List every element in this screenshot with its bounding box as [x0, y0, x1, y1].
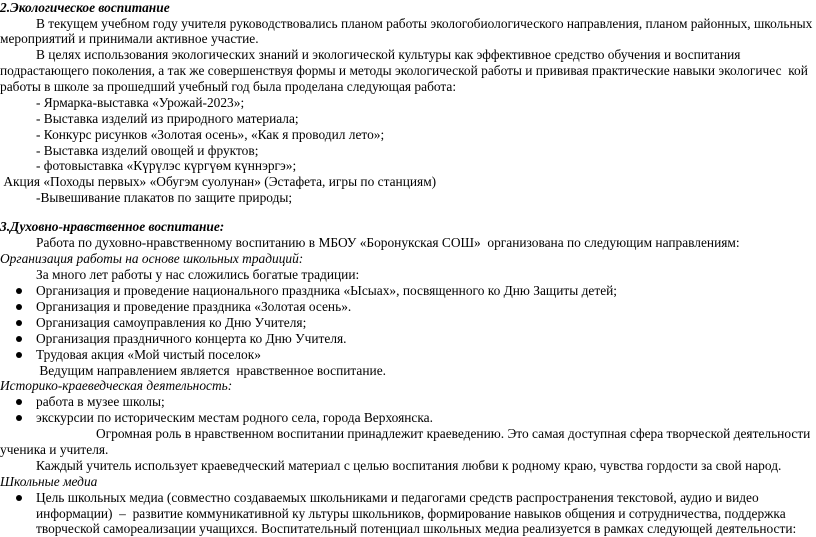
paragraph-line: работы в школе за прошедший учебный год была проделана следующая работа: — [0, 79, 457, 94]
bullet-icon — [16, 336, 22, 342]
subheading: Организация работы на основе школьных традиций: — [0, 251, 304, 266]
bullet-icon — [16, 320, 22, 326]
list-item: работа в музее школы; — [36, 394, 165, 409]
bullet-icon — [16, 352, 22, 358]
bullet-icon — [16, 288, 22, 294]
list-item: - Выставка изделий овощей и фруктов; — [36, 143, 259, 158]
subheading: Школьные медиа — [0, 474, 98, 489]
paragraph-line: информации) – развитие коммуникативной ку льтуры школьников, формирование навыков общения и сотрудничества, поддержка — [36, 506, 786, 521]
list-item: -Вывешивание плакатов по защите природы; — [36, 190, 293, 205]
list-item: - Выставка изделий из природного материала; — [36, 111, 299, 126]
paragraph-line: подрастающего поколения, а так же совершенствуя формы и методы экологической работы и прививая практические навыки экологичес кой — [0, 63, 808, 78]
list-item: Организация и проведение национального праздника «Ысыах», посвященного ко Дню Защиты детей; — [36, 283, 618, 298]
section-heading: 2.Экологическое воспитание — [0, 0, 170, 15]
section-heading: 3.Духовно-нравственное воспитание: — [0, 219, 225, 234]
list-item: Организация самоуправления ко Дню Учителя; — [36, 315, 307, 330]
list-item: Акция «Походы первых» «Обугэм суолунан» (Эстафета, игры по станциям) — [0, 174, 437, 189]
paragraph-line: мероприятий и принимали активное участие. — [0, 31, 259, 46]
bullet-icon — [16, 495, 22, 501]
paragraph-line: За много лет работы у нас сложились богатые традиции: — [36, 267, 360, 282]
bullet-icon — [16, 415, 22, 421]
paragraph-line: Каждый учитель использует краеведческий материал с целью воспитания любви к родному краю, чувства гордости за свой народ. — [36, 458, 782, 473]
list-item: - фотовыставка «Күрүлэс күргүөм күннэргэ»; — [36, 158, 297, 173]
paragraph-line: В целях использования экологических знаний и экологической культуры как эффективное средство обучения и воспитания — [36, 47, 741, 62]
paragraph-line: Огромная роль в нравственном воспитании принадлежит краеведению. Это самая доступная сфера творческой деятельности — [96, 426, 811, 441]
list-item: экскурсии по историческим местам родного села, города Верхоянска. — [36, 410, 433, 425]
subheading: Историко-краеведческая деятельность: — [0, 378, 233, 393]
paragraph-line: Работа по духовно-нравственному воспитанию в МБОУ «Боронукская СОШ» организована по следующим направлениям: — [36, 235, 740, 250]
paragraph-line: Ведущим направлением является нравственное воспитание. — [36, 363, 386, 378]
paragraph-line: творческой самореализации учащихся. Воспитательный потенциал школьных медиа реализуется в рамках следующей деятельности: — [36, 521, 797, 536]
list-item: - Ярмарка-выставка «Урожай-2023»; — [36, 95, 245, 110]
list-item: Организация и проведение праздника «Золотая осень». — [36, 299, 352, 314]
list-item: - Конкурс рисунков «Золотая осень», «Как я проводил лето»; — [36, 127, 385, 142]
list-item: Трудовая акция «Мой чистый поселок» — [36, 347, 261, 362]
paragraph-line: ученика и учителя. — [0, 442, 109, 457]
bullet-icon — [16, 304, 22, 310]
bullet-icon — [16, 399, 22, 405]
list-item: Организация праздничного концерта ко Дню Учителя. — [36, 331, 347, 346]
list-item: Цель школьных медиа (совместно создаваемых школьниками и педагогами средств распространения текстовой, аудио и видео — [36, 490, 759, 505]
paragraph-line: В текущем учебном году учителя руководствовались планом работы экологобиологического направления, планом районных, школьных — [36, 16, 813, 31]
